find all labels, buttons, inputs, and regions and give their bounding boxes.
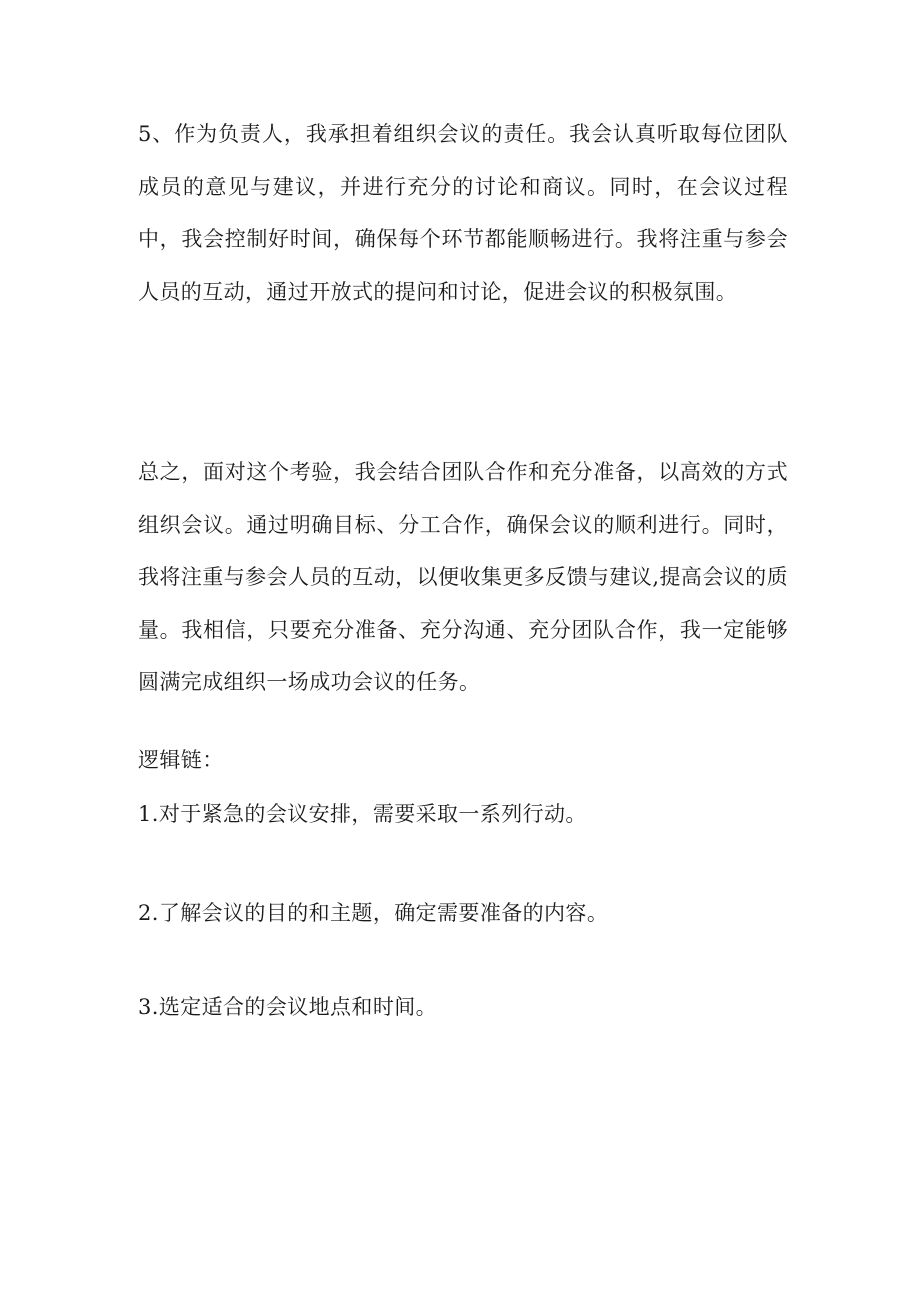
paragraph-conclusion: 总之，面对这个考验，我会结合团队合作和充分准备，以高效的方式组织会议。通过明确目标、分工合作，确保会议的顺利进行。同时，我将注重与参会人员的互动，以便收集更多反馈与建议,提高会议的质量。我相信，只要充分准备、充分沟通、充分团队合作，我一定能够圆满完成组织一场成功会议的任务。 [138,460,788,695]
logic-chain-item-2: 2.了解会议的目的和主题，确定需要准备的内容。 [138,901,609,925]
logic-chain-heading: 逻辑链： [138,748,224,772]
paragraph-responsibility: 5、作为负责人，我承担着组织会议的责任。我会认真听取每位团队成员的意见与建议，并进行充分的讨论和商议。同时，在会议过程中，我会控制好时间，确保每个环节都能顺畅进行。我将注重与参会人员的互动，通过开放式的提问和讨论，促进会议的积极氛围。 [138,122,788,304]
logic-chain-item-3: 3.选定适合的会议地点和时间。 [138,995,438,1019]
logic-chain-item-1: 1.对于紧急的会议安排，需要采取一系列行动。 [138,802,587,826]
